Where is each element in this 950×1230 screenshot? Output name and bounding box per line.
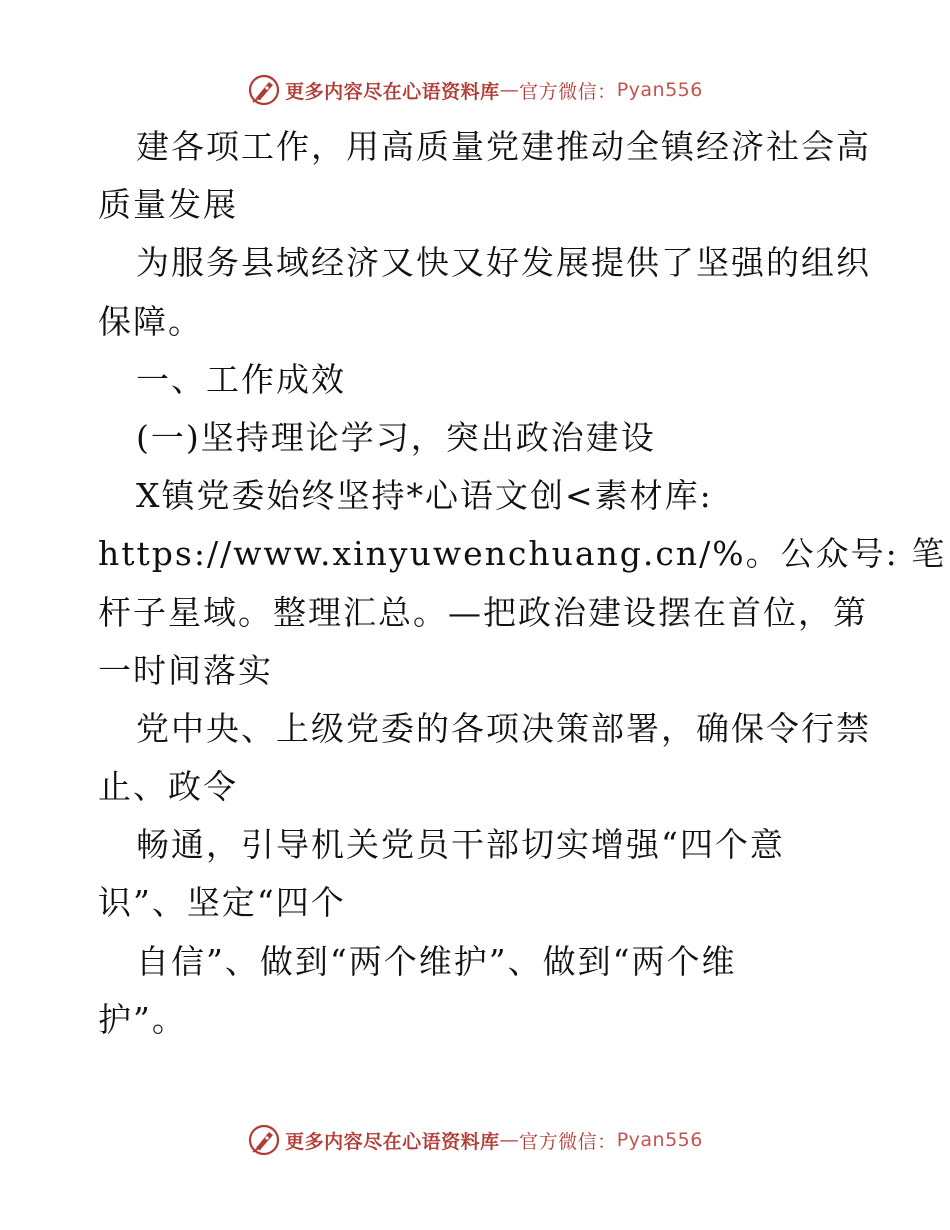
footer-watermark (0, 1120, 950, 1160)
header-wechat-label: 官方微信： (519, 80, 617, 103)
section-heading: 一、工作成效 (136, 359, 346, 399)
subsection-heading: (一)坚持理论学习，突出政治建设 (136, 417, 656, 457)
document-body (98, 118, 947, 1049)
quill-pen-icon (247, 73, 281, 107)
footer-brand: 更多内容尽在心语资料库 (285, 1130, 500, 1153)
paragraph-line: 护”。 (98, 999, 187, 1039)
paragraph-line: 自信”、做到“两个维护”、做到“两个维 (136, 941, 737, 981)
footer-wechat-label: 官方微信： (519, 1130, 617, 1153)
header-wechat-id: Pyan556 (616, 79, 703, 101)
paragraph-line: 一时间落实 (98, 650, 273, 690)
footer-separator: — (499, 1129, 520, 1151)
header-watermark (0, 70, 950, 110)
header-separator: — (499, 79, 520, 101)
paragraph-line: 止、政令 (98, 767, 238, 807)
quill-pen-icon (247, 1123, 281, 1157)
paragraph-line: X镇党委始终坚持*心语文创<素材库: (136, 476, 713, 516)
paragraph-line: 杆子星域。整理汇总。—把政治建设摆在首位，第 (98, 592, 868, 632)
paragraph-line: https://www.xinyuwenchuang.cn/%。公众号: 笔 (98, 534, 947, 574)
paragraph-line: 建各项工作，用高质量党建推动全镇经济社会高 (136, 127, 871, 166)
paragraph-line: 保障。 (98, 301, 203, 341)
footer-wechat-id: Pyan556 (616, 1129, 703, 1151)
paragraph-line: 质量发展 (98, 185, 238, 225)
header-brand: 更多内容尽在心语资料库 (285, 80, 500, 103)
paragraph-line: 党中央、上级党委的各项决策部署，确保令行禁 (136, 708, 871, 748)
paragraph-line: 畅通，引导机关党员干部切实增强“四个意 (136, 825, 785, 865)
paragraph-line: 为服务县域经济又快又好发展提供了坚强的组织 (136, 243, 871, 283)
paragraph-line: 识”、坚定“四个 (98, 883, 346, 923)
